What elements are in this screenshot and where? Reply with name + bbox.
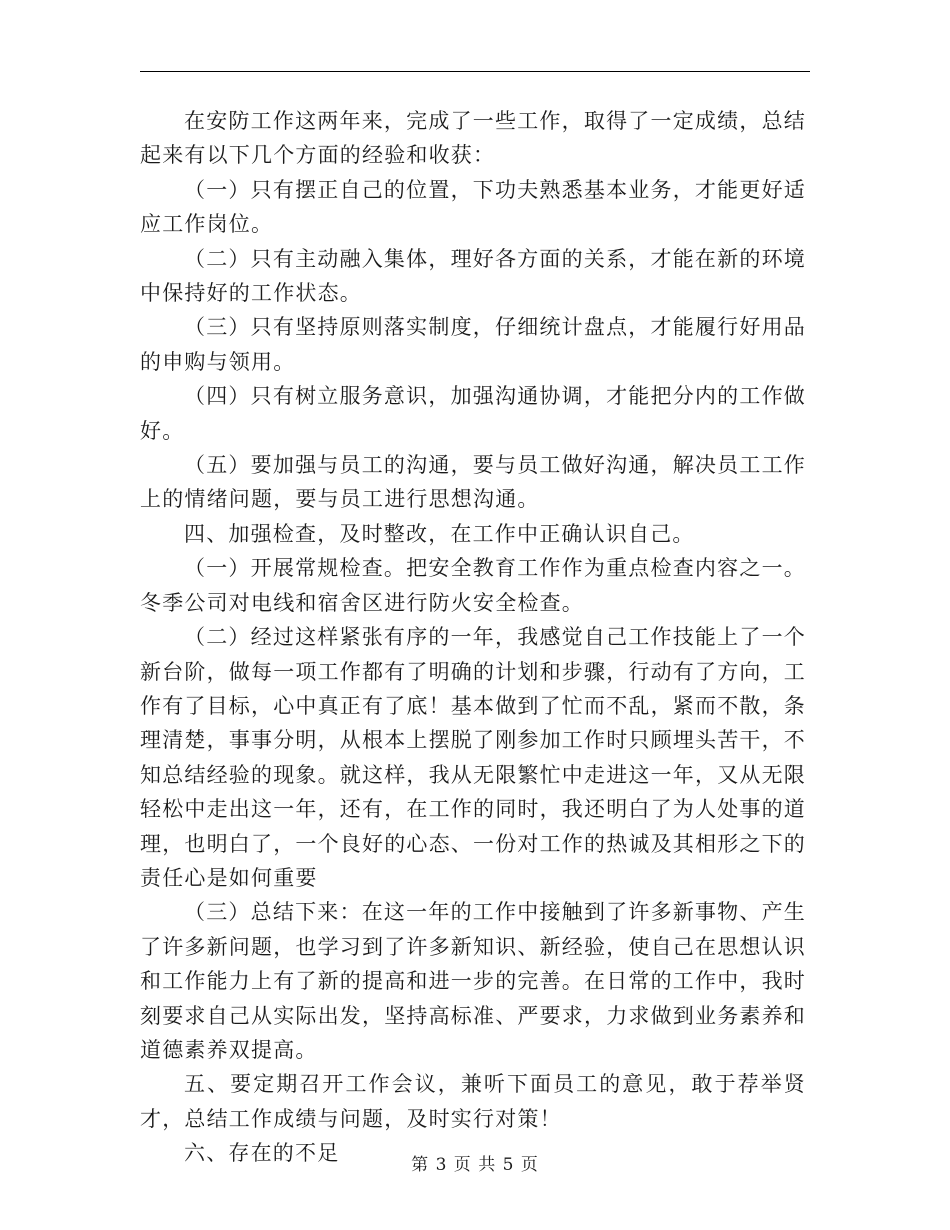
section-heading-5: 五、要定期召开工作会议，兼听下面员工的意见，敢于荐举贤才，总结工作成绩与问题，及时实行对策！ xyxy=(140,1072,806,1131)
total-page-count: 5 xyxy=(502,1155,515,1175)
paragraph-item-2: （二）只有主动融入集体，理好各方面的关系，才能在新的环境中保持好的工作状态。 xyxy=(140,246,806,306)
current-page-number: 3 xyxy=(435,1155,448,1175)
paragraph-item-4: （四）只有树立服务意识，加强沟通协调，才能把分内的工作做好。 xyxy=(140,384,806,443)
footer-prefix: 第 xyxy=(411,1155,430,1175)
footer-mid: 页 共 xyxy=(453,1155,497,1175)
document-body xyxy=(140,104,806,1171)
paragraph-section4-item-1: （一）开展常规检查。把安全教育工作作为重点检查内容之一。冬季公司对电线和宿舍区进行防火安全检查。 xyxy=(140,556,806,615)
paragraph-intro: 在安防工作这两年来，完成了一些工作，取得了一定成绩，总结起来有以下几个方面的经验和收获： xyxy=(140,109,806,168)
paragraph-item-1: （一）只有摆正自己的位置，下功夫熟悉基本业务，才能更好适应工作岗位。 xyxy=(140,177,806,237)
section-heading-6: 六、存在的不足 xyxy=(184,1141,340,1166)
paragraph-section4-item-3: （三）总结下来：在这一年的工作中接触到了许多新事物、产生了许多新问题，也学习到了许多新知识、新经验，使自己在思想认识和工作能力上有了新的提高和进一步的完善。在日常的工作中，我时刻要求自己从实际出发，坚持高标准、严要求，力求做到业务素养和道德素养双提高。 xyxy=(140,900,806,1062)
paragraph-section4-item-2: （二）经过这样紧张有序的一年，我感觉自己工作技能上了一个新台阶，做每一项工作都有了明确的计划和步骤，行动有了方向，工作有了目标，心中真正有了底！基本做到了忙而不乱，紧而不散，条理清楚，事事分明，从根本上摆脱了刚参加工作时只顾埋头苦干，不知总结经验的现象。就这样，我从无限繁忙中走进这一年，又从无限轻松中走出这一年，还有，在工作的同时，我还明白了为人处事的道理，也明白了，一个良好的心态、一份对工作的热诚及其相形之下的责任心是如何重要 xyxy=(140,625,806,890)
footer-suffix: 页 xyxy=(520,1155,539,1175)
paragraph-item-5: （五）要加强与员工的沟通，要与员工做好沟通，解决员工工作上的情绪问题，要与员工进行思想沟通。 xyxy=(140,453,806,512)
section-heading-4: 四、加强检查，及时整改，在工作中正确认识自己。 xyxy=(184,521,695,546)
page-footer xyxy=(0,1150,950,1175)
header-rule xyxy=(140,71,810,72)
paragraph-item-3: （三）只有坚持原则落实制度，仔细统计盘点，才能履行好用品的申购与领用。 xyxy=(140,315,806,374)
